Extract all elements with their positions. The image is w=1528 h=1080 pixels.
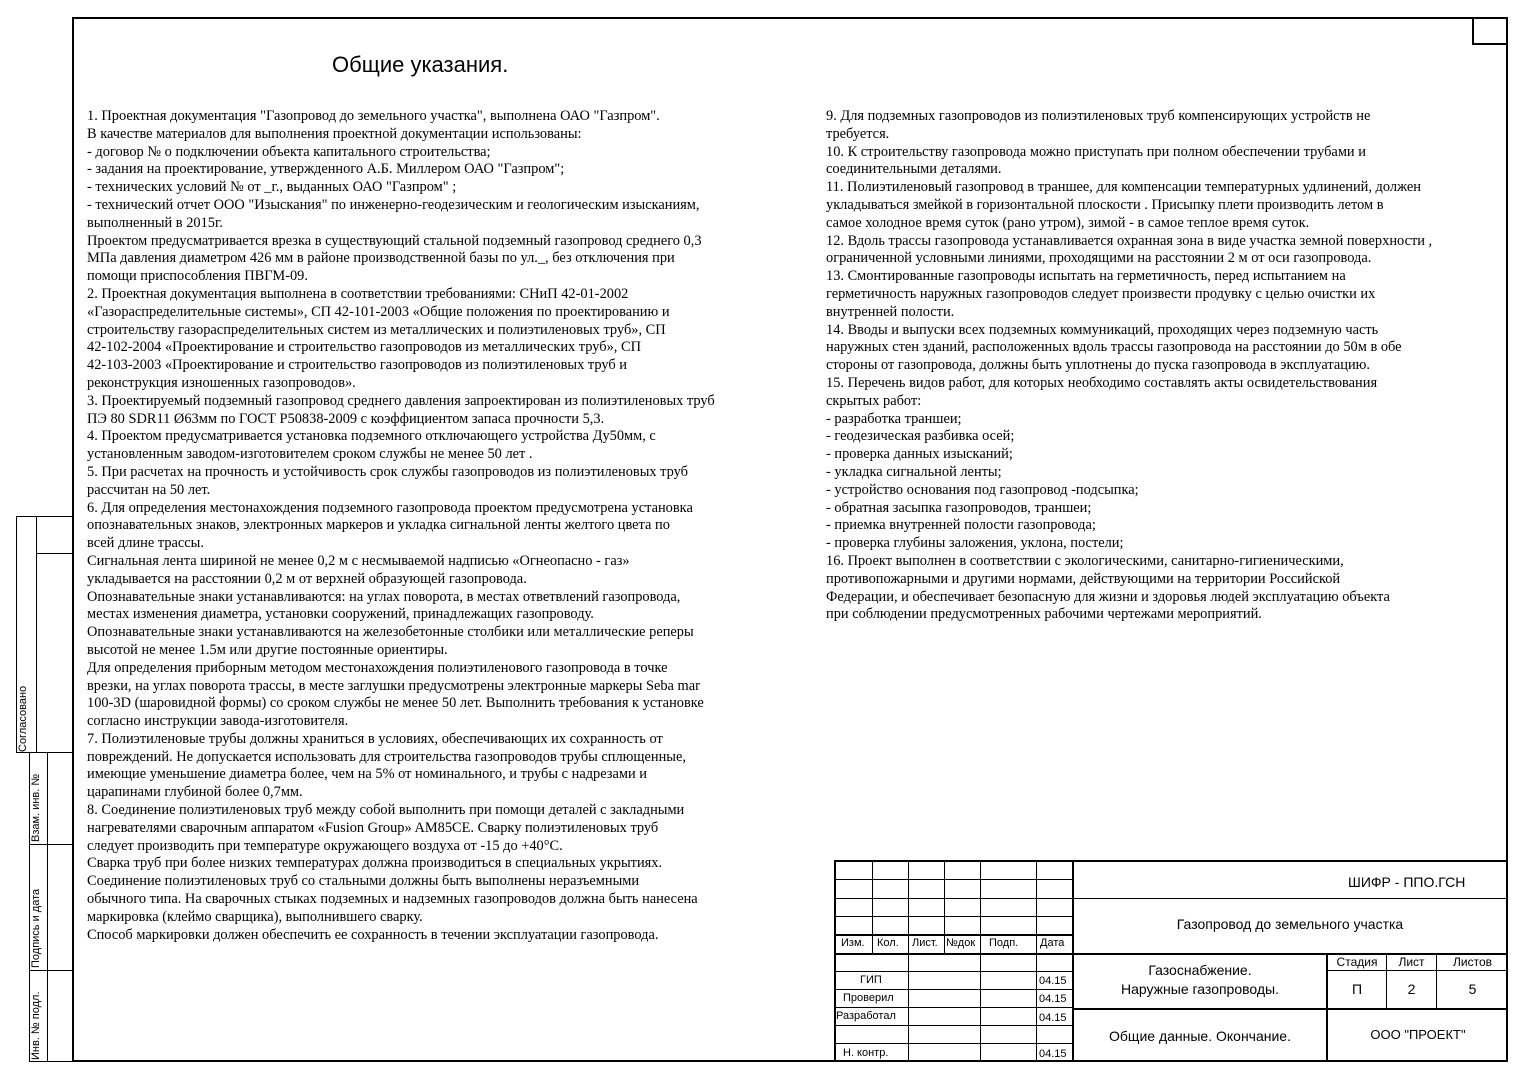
note-line: Способ маркировки должен обеспечить ее сохранность в течении эксплуатации газопровода. bbox=[87, 926, 659, 943]
stamp-organization: ООО "ПРОЕКТ" bbox=[1370, 1027, 1466, 1042]
note-line: 8. Соединение полиэтиленовых труб между собой выполнить при помощи деталей с закладными bbox=[87, 802, 685, 819]
note-line: самое холодное время суток (рано утром), зимой - в самое теплое время суток. bbox=[826, 214, 1310, 231]
note-line: помощи приспособления ПВГМ-09. bbox=[87, 268, 308, 285]
stamp-line bbox=[980, 860, 981, 1062]
note-line: стороны от газопровода, должны быть уплотнены до пуска газопровода в эксплуатацию. bbox=[826, 357, 1370, 374]
note-line: 5. При расчетах на прочность и устойчивость срок службы газопроводов из полиэтиленовых труб bbox=[87, 463, 688, 480]
note-line: рассчитан на 50 лет. bbox=[87, 481, 211, 498]
note-line: внутренней полости. bbox=[826, 303, 955, 320]
note-line: - договор № о подключении объекта капитального строительства; bbox=[87, 143, 491, 160]
note-line: требуется. bbox=[826, 125, 890, 142]
stamp-role: Проверил bbox=[843, 992, 894, 1004]
side-inv-original-label: Инв. № подл. bbox=[30, 991, 42, 1060]
stamp-header-change: Изм. bbox=[841, 937, 865, 949]
note-line: 13. Смонтированные газопроводы испытать на герметичность, перед испытанием на bbox=[826, 268, 1346, 285]
stamp-role: Разработал bbox=[836, 1010, 896, 1022]
stamp-section-line2: Наружные газопроводы. bbox=[1120, 981, 1280, 997]
stamp-date: 04.15 bbox=[1039, 975, 1067, 987]
note-line: - укладка сигнальной ленты; bbox=[826, 463, 1002, 480]
stamp-line bbox=[872, 860, 873, 955]
side-divider bbox=[47, 752, 48, 1062]
note-line: 42-102-2004 «Проектирование и строительство газопроводов из металлических труб», СП bbox=[87, 339, 641, 356]
note-line: МПа давления диаметром 426 мм в районе производственной базы по ул._, без отключения при bbox=[87, 250, 675, 267]
stamp-header-date: Дата bbox=[1040, 937, 1065, 949]
note-line: соединительными деталями. bbox=[826, 161, 1002, 178]
stamp-header-doc-no: №док bbox=[946, 937, 976, 949]
side-divider bbox=[36, 516, 37, 753]
side-divider bbox=[29, 844, 73, 845]
stamp-border bbox=[834, 860, 1508, 862]
note-line: Проектом предусматривается врезка в существующий стальной подземный газопровод среднего 0,3 bbox=[87, 232, 702, 249]
note-line: нагревателями сварочным аппаратом «Fusion Group» AM85CE. Сварку полиэтиленовых труб bbox=[87, 819, 659, 836]
notes-right-column bbox=[826, 108, 1432, 624]
page-title: Общие указания. bbox=[332, 52, 509, 77]
stamp-header-qty: Кол. bbox=[877, 937, 899, 949]
note-line: маркировка (клеймо сварщика), выполнившего сварку. bbox=[87, 908, 423, 925]
stamp-line bbox=[1036, 860, 1037, 1062]
note-line: 11. Полиэтиленовый газопровод в траншее, для компенсации температурных удлинений, должен bbox=[826, 179, 1421, 196]
note-line: опознавательных знаков, электронных маркеров и укладка сигнальной ленты желтого цвета по bbox=[87, 517, 670, 534]
stamp-section-line1: Газоснабжение. bbox=[1148, 962, 1252, 978]
stamp-project-name: Газопровод до земельного участка bbox=[1176, 916, 1404, 932]
note-line: при соблюдении предусмотренных рабочими чертежами мероприятий. bbox=[826, 606, 1262, 623]
note-line: - устройство основания под газопровод -подсыпка; bbox=[826, 481, 1139, 498]
note-line: герметичность наружных газопроводов следует произвести продувку с целью очистки их bbox=[826, 285, 1376, 302]
note-line: скрытых работ: bbox=[826, 392, 922, 409]
note-line: местах изменения диаметра, установки сооружений, принадлежащих газопроводу. bbox=[87, 606, 594, 623]
note-line: 3. Проектируемый подземный газопровод среднего давления запроектирован из полиэтиленовых труб bbox=[87, 392, 715, 409]
side-signature-date-label: Подпись и дата bbox=[30, 888, 42, 968]
stamp-date: 04.15 bbox=[1039, 1012, 1067, 1024]
note-line: 15. Перечень видов работ, для которых необходимо составлять акты освидетельствования bbox=[826, 374, 1378, 391]
note-line: 42-103-2003 «Проектирование и строительство газопроводов из полиэтиленовых труб и bbox=[87, 357, 627, 374]
side-inv-replace-label: Взам. инв. № bbox=[30, 773, 42, 842]
note-line: Опознавательные знаки устанавливаются: на углах поворота, в местах ответвлений газопровода, bbox=[87, 588, 681, 605]
stamp-role: Н. контр. bbox=[843, 1047, 889, 1059]
note-line: противопожарными и другими нормами, действующими на территории Российской bbox=[826, 570, 1341, 587]
note-line: Для определения приборным методом местонахождения полиэтиленового газопровода в точке bbox=[87, 659, 668, 676]
note-line: повреждений. Не допускается использовать для строительства газопроводов трубы сплющенные, bbox=[87, 748, 686, 765]
note-line: - задания на проектирование, утвержденного А.Б. Миллером ОАО "Газпром"; bbox=[87, 161, 565, 178]
note-line: - геодезическая разбивка осей; bbox=[826, 428, 1015, 445]
note-line: Опознавательные знаки устанавливаются на железобетонные столбики или металлические реперы bbox=[87, 624, 694, 641]
note-line: 100-3D (шаровидной формы) со сроком службы не менее 50 лет. Выполнить требования к установке bbox=[87, 695, 704, 712]
note-line: - приемка внутренней полости газопровода; bbox=[826, 517, 1096, 534]
note-line: - технический отчет ООО "Изыскания" по инженерно-геодезическим и геологическим изысканиям, bbox=[87, 196, 700, 213]
note-line: «Газораспределительные системы», СП 42-101-2003 «Общие положения по проектированию и bbox=[87, 303, 670, 320]
note-line: ограниченной условными линиями, проходящими на расстоянии 2 м от оси газопровода. bbox=[826, 250, 1372, 267]
stamp-line bbox=[908, 860, 909, 1062]
notes-left-column bbox=[87, 108, 715, 944]
note-line: 10. К строительству газопровода можно приступать при полном обеспечении трубами и bbox=[826, 143, 1366, 160]
note-line: - проверка глубины заложения, уклона, постели; bbox=[826, 535, 1124, 552]
side-agreed-label: Согласовано bbox=[17, 685, 29, 752]
stamp-line bbox=[944, 860, 945, 955]
stamp-line bbox=[1326, 970, 1508, 971]
note-line: строительству газораспределительных систем из металлических и полиэтиленовых труб», СП bbox=[87, 321, 666, 338]
note-line: царапинами глубиной более 0,7мм. bbox=[87, 784, 303, 801]
note-line: высотой не менее 1.5м или другие постоянные ориентиры. bbox=[87, 641, 448, 658]
note-line: 1. Проектная документация "Газопровод до земельного участка", выполнена ОАО "Газпром". bbox=[87, 108, 660, 124]
note-line: ПЭ 80 SDR11 Ø63мм по ГОСТ Р50838-2009 с коэффициентом запаса прочности 5,3. bbox=[87, 410, 605, 427]
note-line: Федерации, и обеспечивает безопасную для жизни и здоровья людей эксплуатацию объекта bbox=[826, 588, 1390, 605]
note-line: - проверка данных изысканий; bbox=[826, 446, 1013, 463]
stamp-cipher: ШИФР - ППО.ГСН bbox=[1348, 874, 1466, 890]
stamp-date: 04.15 bbox=[1039, 1048, 1067, 1060]
note-line: 4. Проектом предусматривается установка подземного отключающего устройства Ду50мм, с bbox=[87, 428, 656, 445]
stamp-header-signature: Подп. bbox=[989, 937, 1019, 949]
note-line: реконструкция изношенных газопроводов». bbox=[87, 374, 356, 391]
note-line: 2. Проектная документация выполнена в соответствии требованиями: СНиП 42-01-2002 bbox=[87, 285, 629, 302]
note-line: 14. Вводы и выпуски всех подземных коммуникаций, проходящих через подземную часть bbox=[826, 321, 1379, 338]
side-divider bbox=[36, 553, 73, 554]
note-line: - разработка траншеи; bbox=[826, 410, 962, 427]
note-line: В качестве материалов для выполнения проектной документации использованы: bbox=[87, 125, 582, 142]
note-line: имеющие уменьшение диаметра более, чем на 5% от номинального, и трубы с надрезами и bbox=[87, 766, 647, 783]
stamp-header-sheet: Лист. bbox=[912, 937, 938, 949]
stamp-sheet: 2 bbox=[1407, 981, 1416, 997]
note-line: укладывается на расстоянии 0,2 м от верхней образующей газопровода. bbox=[87, 570, 527, 587]
note-line: установленным заводом-изготовителем сроком службы не менее 50 лет . bbox=[87, 446, 533, 463]
stamp-role: ГИП bbox=[860, 974, 882, 986]
stamp-sheets: 5 bbox=[1468, 981, 1477, 997]
note-line: Соединение полиэтиленовых труб со стальными должны быть выполнены неразъемными bbox=[87, 873, 640, 890]
frame-corner-box bbox=[1472, 17, 1508, 45]
note-line: 9. Для подземных газопроводов из полиэтиленовых труб компенсирующих устройств не bbox=[826, 108, 1371, 124]
note-line: 12. Вдоль трассы газопровода устанавливается охранная зона в виде участка земной поверхности , bbox=[826, 232, 1433, 249]
note-line: всей длине трассы. bbox=[87, 535, 204, 552]
stamp-sheet-label: Лист bbox=[1398, 955, 1425, 969]
side-divider bbox=[29, 970, 73, 971]
note-line: укладываться змейкой в горизонтальной плоскости . Присыпку плети производить летом в bbox=[826, 196, 1384, 213]
stamp-sheet-title: Общие данные. Окончание. bbox=[1109, 1028, 1291, 1044]
stamp-border bbox=[834, 860, 836, 1062]
note-line: 6. Для определения местонахождения подземного газопровода проектом предусмотрена установка bbox=[87, 499, 693, 516]
stamp-date: 04.15 bbox=[1039, 993, 1067, 1005]
note-line: выполненный в 2015г. bbox=[87, 214, 223, 231]
note-line: - обратная засыпка газопроводов, траншеи; bbox=[826, 499, 1092, 516]
note-line: врезки, на углах поворота трассы, в месте заглушки предусмотрены электронные маркеры Seba mar bbox=[87, 677, 700, 694]
stamp-sheets-label: Листов bbox=[1453, 955, 1492, 969]
note-line: Сигнальная лента шириной не менее 0,2 м с несмываемой надписью «Огнеопасно - газ» bbox=[87, 552, 630, 569]
stamp-line bbox=[1072, 1008, 1508, 1010]
stamp-stage-label: Стадия bbox=[1336, 955, 1378, 969]
note-line: обычного типа. На сварочных стыках подземных и надземных газопроводов должна быть нанесена bbox=[87, 891, 698, 908]
note-line: Сварка труб при более низких температурах должна производиться в специальных укрытиях. bbox=[87, 855, 663, 872]
stamp-stage: П bbox=[1351, 981, 1363, 997]
note-line: - технических условий № от _г., выданных ОАО "Газпром" ; bbox=[87, 179, 457, 196]
note-line: следует производить при температуре окружающего воздуха от -15 до +40°С. bbox=[87, 837, 563, 854]
note-line: согласно инструкции завода-изготовителя. bbox=[87, 713, 349, 730]
note-line: 16. Проект выполнен в соответствии с экологическими, санитарно-гигиеническими, bbox=[826, 552, 1344, 569]
stamp-line bbox=[1072, 898, 1508, 899]
note-line: 7. Полиэтиленовые трубы должны храниться в условиях, обеспечивающих их сохранность от bbox=[87, 730, 663, 747]
note-line: наружных стен зданий, расположенных вдоль трассы газопровода на расстоянии до 50м в обе bbox=[826, 339, 1402, 356]
